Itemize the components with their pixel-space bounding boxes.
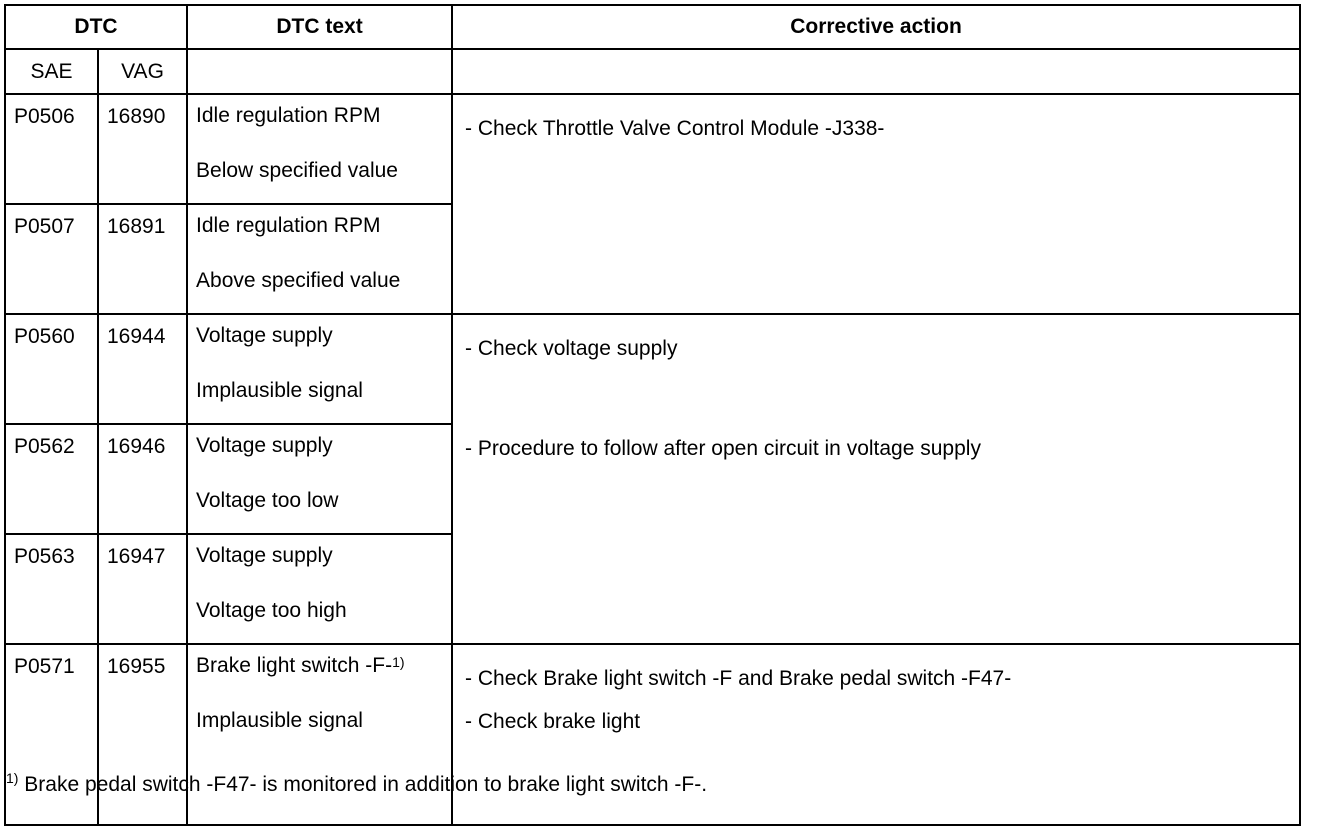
footnote-marker: 1): [6, 770, 19, 786]
footnote-text: Brake pedal switch -F47- is monitored in addition to brake light switch -F-.: [18, 773, 708, 796]
dtc-text-line1: Voltage supply: [196, 324, 333, 347]
footnote-ref: 1): [392, 654, 405, 670]
action-line: - Check voltage supply: [465, 337, 678, 360]
table-row: [5, 644, 1300, 825]
vag-code: 16947: [98, 534, 187, 644]
dtc-text-line1: Idle regulation RPM: [196, 104, 381, 127]
dtc-text-line2: Voltage too high: [196, 599, 347, 622]
dtc-text-cell: [187, 644, 452, 825]
subheader-vag: VAG: [98, 49, 187, 94]
vag-code: 16955: [98, 644, 187, 825]
sae-code: P0507: [5, 204, 98, 314]
dtc-text-line2: Implausible signal: [196, 379, 363, 402]
header-corrective-action: Corrective action: [452, 5, 1300, 49]
sae-code: P0560: [5, 314, 98, 424]
dtc-text-line1-text: Brake light switch -F-: [196, 654, 393, 677]
sae-code: P0571: [5, 644, 98, 825]
footnote: [6, 770, 708, 797]
table-row: [5, 94, 1300, 204]
dtc-text-cell: [187, 424, 452, 534]
action-line: - Check Brake light switch -F and Brake pedal switch -F47-: [465, 667, 1012, 690]
dtc-text-line2: Implausible signal: [196, 709, 363, 732]
dtc-text-line2: Above specified value: [196, 269, 401, 292]
header-dtc-text: DTC text: [187, 5, 452, 49]
table-row: [5, 314, 1300, 424]
sae-code: P0562: [5, 424, 98, 534]
sae-code: P0563: [5, 534, 98, 644]
dtc-text-line2: Voltage too low: [196, 489, 339, 512]
dtc-text-cell: [187, 94, 452, 204]
vag-code: 16946: [98, 424, 187, 534]
subheader-empty: [187, 49, 452, 94]
corrective-action-cell: [452, 314, 1300, 644]
vag-code: 16944: [98, 314, 187, 424]
vag-code: 16891: [98, 204, 187, 314]
dtc-text-cell: [187, 204, 452, 314]
dtc-text-line1: Idle regulation RPM: [196, 214, 381, 237]
dtc-text-line1: [196, 655, 451, 676]
header-dtc: DTC: [5, 5, 187, 49]
dtc-text-cell: [187, 314, 452, 424]
action-line: - Procedure to follow after open circuit in voltage supply: [465, 437, 981, 460]
action-line: - Check brake light: [465, 710, 641, 733]
header-row: [5, 5, 1300, 49]
dtc-text-line1: Voltage supply: [196, 434, 333, 457]
vag-code: 16890: [98, 94, 187, 204]
subheader-row: [5, 49, 1300, 94]
dtc-text-line2: Below specified value: [196, 159, 398, 182]
subheader-empty: [452, 49, 1300, 94]
corrective-action-cell: [452, 94, 1300, 314]
subheader-sae: SAE: [5, 49, 98, 94]
dtc-text-cell: [187, 534, 452, 644]
dtc-text-line1: Voltage supply: [196, 544, 333, 567]
dtc-table: [4, 4, 1301, 826]
corrective-action-cell: [452, 644, 1300, 825]
action-line: - Check Throttle Valve Control Module -J338-: [465, 117, 885, 140]
sae-code: P0506: [5, 94, 98, 204]
